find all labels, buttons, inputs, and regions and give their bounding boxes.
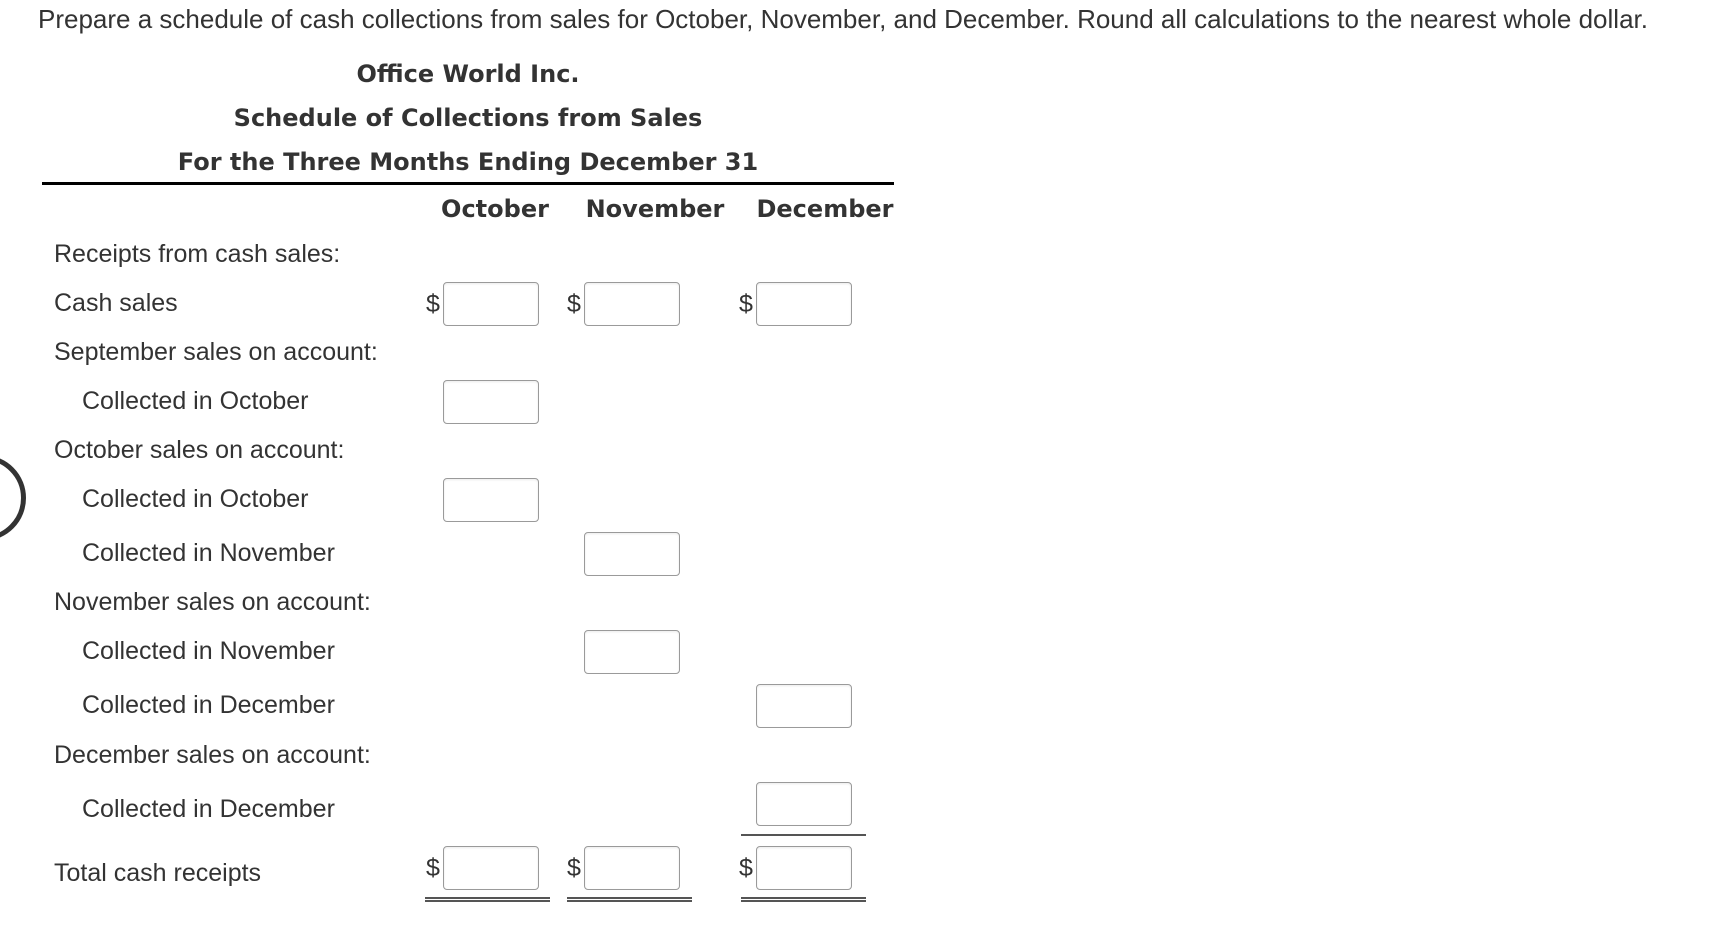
column-header-november: November [585,195,725,223]
dec-collected-december-label: Collected in December [82,795,335,823]
cash-sales-october-input[interactable] [443,282,539,326]
dollar-sign: $ [426,854,440,882]
december-heading: December sales on account: [54,741,371,769]
nov-collected-december-label: Collected in December [82,691,335,719]
oct-collected-november-input[interactable] [584,532,680,576]
cash-sales-label: Cash sales [54,289,178,317]
total-double-rule [425,897,550,902]
october-heading: October sales on account: [54,436,345,464]
column-header-december: December [756,195,894,223]
dollar-sign: $ [739,290,753,318]
total-double-rule [741,897,866,902]
september-heading: September sales on account: [54,338,378,366]
header-rule [42,182,894,185]
cash-sales-december-input[interactable] [756,282,852,326]
dollar-sign: $ [567,290,581,318]
sep-collected-october-label: Collected in October [82,387,309,415]
schedule-title: Schedule of Collections from Sales [233,104,703,132]
cash-sales-november-input[interactable] [584,282,680,326]
oct-collected-november-label: Collected in November [82,539,335,567]
total-november-input[interactable] [584,846,680,890]
nov-collected-november-input[interactable] [584,630,680,674]
total-october-input[interactable] [443,846,539,890]
instruction-text: Prepare a schedule of cash collections from sales for October, November, and December. Round all calculations to the nearest whole dollar. [38,4,1648,34]
dollar-sign: $ [567,854,581,882]
nov-collected-november-label: Collected in November [82,637,335,665]
company-name: Office World Inc. [356,60,580,88]
november-heading: November sales on account: [54,588,371,616]
total-double-rule [567,897,692,902]
dec-collected-december-input[interactable] [756,782,852,826]
oct-collected-october-input[interactable] [443,478,539,522]
column-header-october: October [441,195,549,223]
dollar-sign: $ [426,290,440,318]
total-december-input[interactable] [756,846,852,890]
dollar-sign: $ [739,854,753,882]
receipts-heading: Receipts from cash sales: [54,240,341,268]
side-circle-decoration [0,455,26,541]
total-label: Total cash receipts [54,859,262,887]
period-title: For the Three Months Ending December 31 [177,148,759,176]
oct-collected-october-label: Collected in October [82,485,309,513]
nov-collected-december-input[interactable] [756,684,852,728]
sep-collected-october-input[interactable] [443,380,539,424]
subtotal-rule [741,834,866,836]
